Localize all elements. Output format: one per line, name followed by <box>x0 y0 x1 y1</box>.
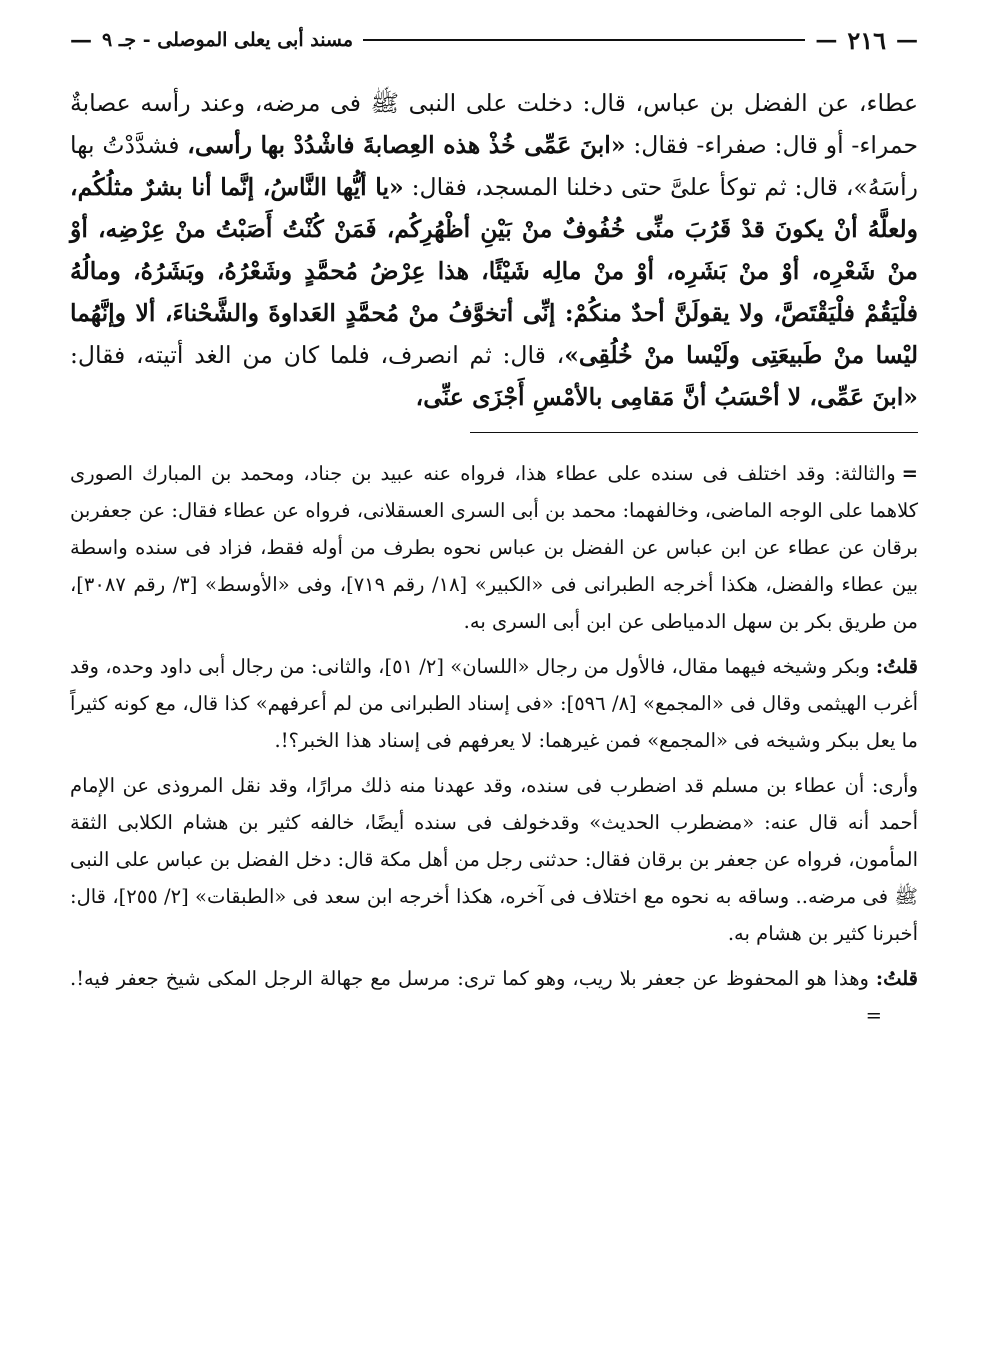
footnote-text: والثالثة: وقد اختلف فى سنده على عطاء هذا، فرواه عنه عبيد بن جناد، ومحمد بن المبارك الصورى كلاهما على الوجه الماضى، وخالفهما: محمد بن أبى السرى العسقلانى، فرواه عن عطاء فقال: عن جعفربن برقان عن عطاء عن ابن عباس عن الفضل بن عباس نحوه بطرف من أوله فقط، فزاد فى سنده واسطة بين عطاء والفضل، هكذا أخرجه الطبرانى فى «الكبير» [١٨/ رقم ٧١٩]، وفى «الأوسط» [٣/ رقم ٣٠٨٧]، من طريق بكر بن سهل الدمياطى عن ابن أبى السرى به. <box>70 462 919 633</box>
footnotes <box>70 455 918 1034</box>
running-head <box>70 18 918 62</box>
header-dash-start: — <box>896 27 918 53</box>
hadith-quote-1: «ابنَ عَمِّى خُذْ هذه العِصابةَ فاشْدُدْ بها رأسى، <box>187 131 626 159</box>
book-title: مسند أبى يعلى الموصلى - جـ ٩ <box>102 29 354 51</box>
continuation-mark: = <box>901 462 918 485</box>
page-number: ٢١٦ <box>847 25 886 55</box>
footnote-separator <box>470 432 918 433</box>
main-text-part2: فشدَّدْتُ بها رأسَهُ»، قال: ثم توكأ علىَّ حتى دخلنا المسجد، فقال: <box>70 131 918 201</box>
footnote-paragraph <box>70 455 918 640</box>
footnote-text: وهذا هو المحفوظ عن جعفر بلا ريب، وهو كما ترى: مرسل مع جهالة الرجل المكى شيخ جعفر فيه!. <box>70 967 876 990</box>
header-dash-end: — <box>70 27 92 53</box>
footnote-text: وبكر وشيخه فيهما مقال، فالأول من رجال «اللسان» [٢/ ٥١]، والثانى: من رجال أبى داود وحده، وقد أغرب الهيثمى وقال فى «المجمع» [٨/ ٥٩٦]: «فى إسناد الطبرانى من لم أعرفهم» كذا قال، مع كونه كثيراً ما يعل ببكر وشيخه فى «المجمع» فمن غيرهما: لا يعرفهم فى إسناد هذا الخبر؟!. <box>70 655 918 752</box>
header-dash-mid: — <box>815 27 838 53</box>
main-text-part3: ، قال: ثم انصرف، فلما كان من الغد أتيته، فقال: <box>70 341 565 369</box>
footnote-paragraph <box>70 767 918 952</box>
footnote-lead: قلتُ: <box>875 655 918 678</box>
hadith-quote-3: «ابنَ عَمِّى، لا أحْسَبُ أنَّ مَقامِى بالأمْسِ أَجْزَى عنِّى، <box>415 383 918 411</box>
hadith-quote-2: «يا أيُّها النَّاسُ، إنَّما أنا بشرٌ مثلُكُم، ولعلَّهُ أنْ يكونَ قدْ قَرُبَ منِّى خُفُوفٌ منْ بَيْنِ أظْهُرِكُم، فَمَنْ كُنْتُ أَصَبْتُ منْ عِرْضِه، أوْ منْ شَعْرِه، أوْ منْ بَشَرِه، أوْ منْ مالِه شَيْئًا، هذا عِرْضُ مُحمَّدٍ وشَعْرُهُ، وبَشَرُهُ، ومالُهُ فلْيَقُمْ فلْيَقْتَصَّ، ولا يقولَنَّ أحدٌ منكُمْ: إنِّى أتخوَّفُ منْ مُحمَّدٍ العَداوةَ والشَّحْناءَ، ألا وإنَّهُما ليْسا منْ طَبيعَتِى ولَيْسا منْ خُلُقِى» <box>70 173 918 369</box>
footnote-lead: قلتُ: <box>875 967 918 990</box>
footnote-text: وأرى: أن عطاء بن مسلم قد اضطرب فى سنده، وقد عهدنا منه ذلك مرارًا، وقد نقل المروذى عن الإمام أحمد أنه قال عنه: «مضطرب الحديث» وقدخولف فى سنده أيضًا، خالفه كثير بن هشام الكلابى الثقة المأمون، فرواه عن جعفر بن برقان فقال: حدثنى رجل من أهل مكة قال: دخل الفضل بن عباس على النبى ﷺ فى مرضه.. وساقه به نحوه مع اختلاف فى آخره، هكذا أخرجه ابن سعد فى «الطبقات» [٢/ ٢٥٥]، قال: أخبرنا كثير بن هشام به. <box>70 774 918 945</box>
header-rule <box>363 39 805 41</box>
page <box>70 18 918 1042</box>
main-text-part1: عطاء، عن الفضل بن عباس، قال: دخلت على النبى ﷺ فى مرضه، وعند رأسه عصابةٌ حمراء- أو قال: صفراء- فقال: <box>70 89 919 159</box>
continuation-end-mark: = <box>865 1004 882 1027</box>
footnote-paragraph <box>70 960 918 1034</box>
main-text <box>70 82 918 418</box>
footnote-paragraph <box>70 648 918 759</box>
